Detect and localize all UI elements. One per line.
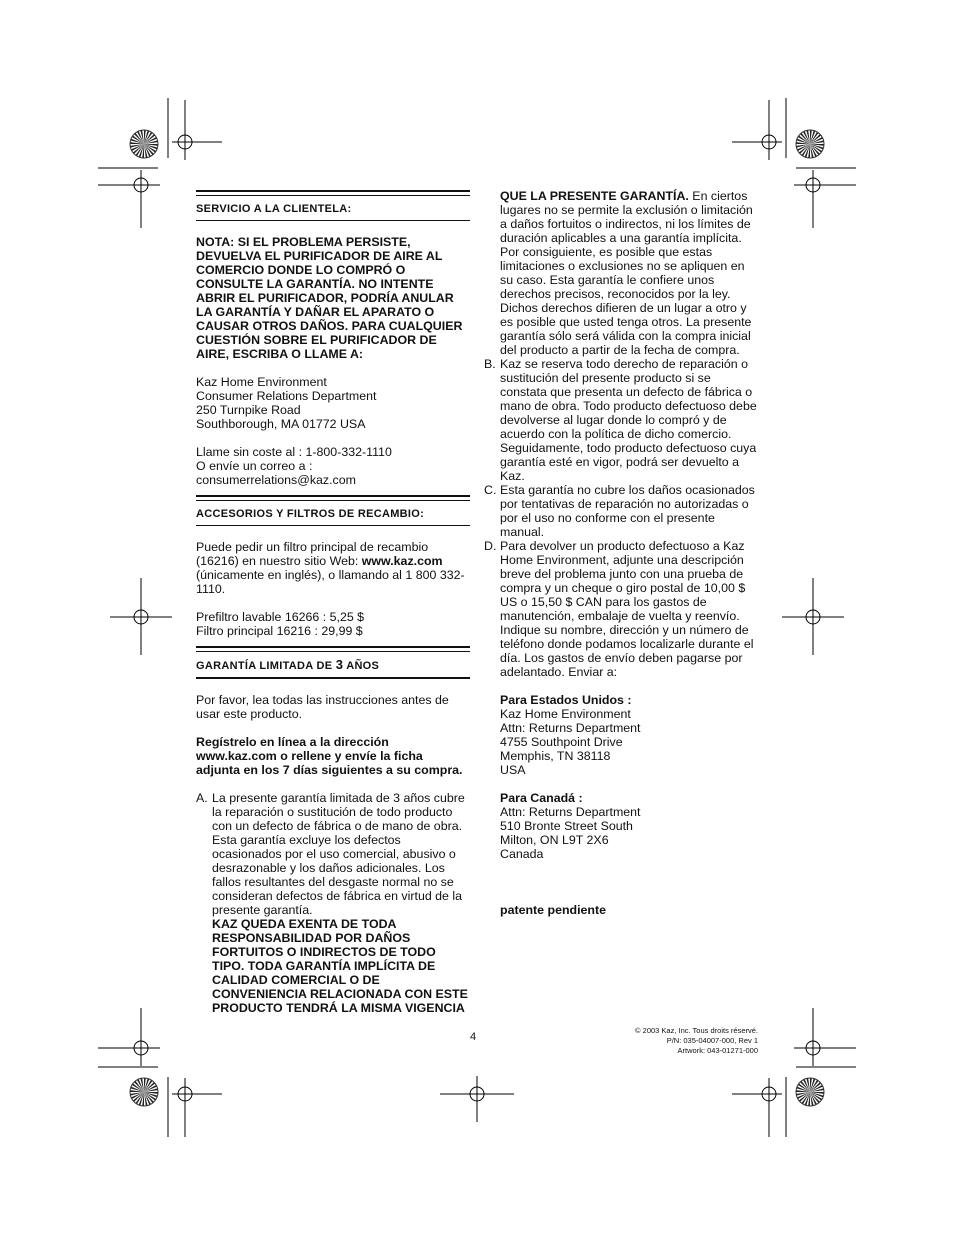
item-text: La presente garantía limitada de 3 años cubre la reparación o sustitución de todo producto con un defecto de fábrica o de mano de obra. Esta garantía excluye los defectos ocasionados por el uso comercial, abusivo o desrazonable y los daños adicionales. Los fallos resultantes del desgaste normal no se consideran defectos de fábrica en virtud de la presente garantía. bbox=[212, 791, 465, 917]
footer-line: © 2003 Kaz, Inc. Tous droits réservé. bbox=[635, 1026, 758, 1035]
star-target-icon bbox=[796, 1078, 824, 1106]
item-a-bold-text: KAZ QUEDA EXENTA DE TODA RESPONSABILIDAD POR DAÑOS FORTUITOS O INDIRECTOS DE TODO TIPO. TODA GARANTÍA IMPLÍCITA DE CALIDAD COMERCIAL O DE CONVENIENCIA RELACIONADA CON ESTE PRODUCTO TENDRÁ LA MISMA VIGENCIA bbox=[212, 917, 468, 1015]
warranty-item-b bbox=[484, 357, 759, 483]
price-item: Filtro principal 16216 : 29,99 $ bbox=[196, 624, 363, 638]
address-line: USA bbox=[500, 763, 526, 777]
servicio-heading: SERVICIO A LA CLIENTELA: bbox=[196, 203, 352, 215]
address-line: Consumer Relations Department bbox=[196, 389, 377, 403]
us-heading: Para Estados Unidos : bbox=[500, 693, 632, 707]
address-line: Southborough, MA 01772 USA bbox=[196, 417, 366, 431]
address-line: 510 Bronte Street South bbox=[500, 819, 633, 833]
registration-target-icon bbox=[440, 1076, 514, 1122]
registration-target-icon bbox=[172, 100, 222, 160]
star-target-icon bbox=[130, 130, 158, 158]
star-target-icon bbox=[796, 130, 824, 158]
address-line: 250 Turnpike Road bbox=[196, 403, 301, 417]
item-text: Kaz se reserva todo derecho de reparación o sustitución del presente producto si se constata que presenta un defecto de fábrica o mano de obra. Todo producto defectuoso debe devolverse al lugar donde lo compró y de acuerdo con la política de dicho comercio. Seguidamente, todo producto defectuoso cuya garantía esté en vigor, podrá ser devuelto a Kaz. bbox=[500, 357, 757, 483]
registration-target-icon bbox=[732, 100, 782, 160]
registration-target-icon bbox=[98, 170, 160, 228]
address-line: Kaz Home Environment bbox=[196, 375, 327, 389]
ca-return-address bbox=[484, 791, 759, 861]
address-line: Canada bbox=[500, 847, 544, 861]
accesorios-heading: ACCESORIOS Y FILTROS DE RECAMBIO: bbox=[196, 508, 425, 520]
registration-target-icon bbox=[110, 578, 172, 655]
patent-pending: patente pendiente bbox=[500, 903, 607, 917]
item-label: B. bbox=[484, 357, 496, 371]
address-line: Memphis, TN 38118 bbox=[500, 749, 611, 763]
left-column bbox=[196, 190, 470, 1015]
registration-target-icon bbox=[98, 1008, 160, 1066]
address-line: Attn: Returns Department bbox=[500, 721, 641, 735]
contact-info bbox=[196, 445, 470, 487]
item-label: C. bbox=[484, 483, 497, 497]
registro-paragraph: Regístrelo en línea a la dirección www.kaz.com o rellene y envíe la ficha adjunta en los 7 días siguientes a su compra. bbox=[196, 735, 463, 777]
registration-target-icon bbox=[732, 1078, 782, 1137]
address-line: 4755 Southpoint Drive bbox=[500, 735, 623, 749]
price-item: Prefiltro lavable 16266 : 5,25 $ bbox=[196, 610, 365, 624]
footer-line: P/N: 035-04007-000, Rev 1 bbox=[666, 1036, 758, 1045]
garantia-heading: GARANTÍA LIMITADA DE 3 AÑOS bbox=[196, 657, 380, 672]
warranty-item-c bbox=[484, 483, 759, 539]
right-column bbox=[484, 189, 759, 917]
item-text: Para devolver un producto defectuoso a Kaz Home Environment, adjunte una descripción breve del problema junto con una prueba de compra y un cheque o giro postal de 10,00 $ US o 15,50 $ CAN para los gastos de manutención, embalaje de vuelta y reenvío. Indique su nombre, dirección y un número de teléfono donde podamos localizarle durante el día. Los gastos de envío deben pagarse por adelantado. Enviar a: bbox=[500, 539, 754, 679]
price-list bbox=[196, 610, 470, 638]
address-line: Milton, ON L9T 2X6 bbox=[500, 833, 609, 847]
star-target-icon bbox=[130, 1078, 158, 1106]
footer-line: Artwork: 043-01271-000 bbox=[677, 1046, 758, 1055]
website-link: www.kaz.com bbox=[361, 554, 443, 568]
item-text: Esta garantía no cubre los daños ocasionados por tentativas de reparación no autorizadas o por el uso no conforme con el presente manual. bbox=[500, 483, 755, 539]
customer-address bbox=[196, 375, 470, 431]
page-number: 4 bbox=[470, 1031, 477, 1043]
copyright-footer bbox=[635, 1026, 758, 1056]
item-label: D. bbox=[484, 539, 497, 553]
address-line: Attn: Returns Department bbox=[500, 805, 641, 819]
favor-paragraph: Por favor, lea todas las instrucciones antes de usar este producto. bbox=[196, 693, 449, 721]
item-label: A. bbox=[196, 791, 208, 805]
accesorios-paragraph: Puede pedir un filtro principal de recambio (16216) en nuestro sitio Web: www.kaz.com (únicamente en inglés), o llamando al 1 800 332-1110. bbox=[196, 540, 465, 596]
email-intro: O envíe un correo a : bbox=[196, 459, 313, 473]
registration-target-icon bbox=[794, 170, 856, 228]
continuation-paragraph: QUE LA PRESENTE GARANTÍA. En ciertos lugares no se permite la exclusión o limitación a daños fortuitos o indirectos, ni los límites de duración aplicables a una garantía implícita. Por consiguiente, es posible que estas limitaciones o exclusiones no se apliquen en su caso. Esta garantía le confiere unos derechos precisos, reconocidos por la ley. Dichos derechos difieren de un lugar a otro y es posible que usted tenga otros. La presente garantía sólo será válida con la compra inicial del producto a partir de la fecha de compra. bbox=[500, 189, 753, 357]
nota-paragraph: NOTA: SI EL PROBLEMA PERSISTE, DEVUELVA EL PURIFICADOR DE AIRE AL COMERCIO DONDE LO COMPRÓ O CONSULTE LA GARANTÍA. NO INTENTE ABRIR EL PURIFICADOR, PODRÍA ANULAR LA GARANTÍA Y DAÑAR EL APARATO O CAUSAR OTROS DAÑOS. PARA CUALQUIER CUESTIÓN SOBRE EL PURIFICADOR DE AIRE, ESCRIBA O LLAME A: bbox=[196, 235, 463, 361]
ca-heading: Para Canadá : bbox=[500, 791, 583, 805]
registration-target-icon bbox=[782, 578, 844, 655]
warranty-item-a bbox=[196, 791, 470, 917]
phone-line: Llame sin coste al : 1-800-332-1110 bbox=[196, 445, 392, 459]
warranty-item-d bbox=[484, 539, 759, 679]
registration-target-icon bbox=[794, 1008, 856, 1066]
email-address: consumerrelations@kaz.com bbox=[196, 473, 356, 487]
us-return-address bbox=[484, 693, 759, 777]
registration-target-icon bbox=[172, 1078, 222, 1137]
address-line: Kaz Home Environment bbox=[500, 707, 631, 721]
